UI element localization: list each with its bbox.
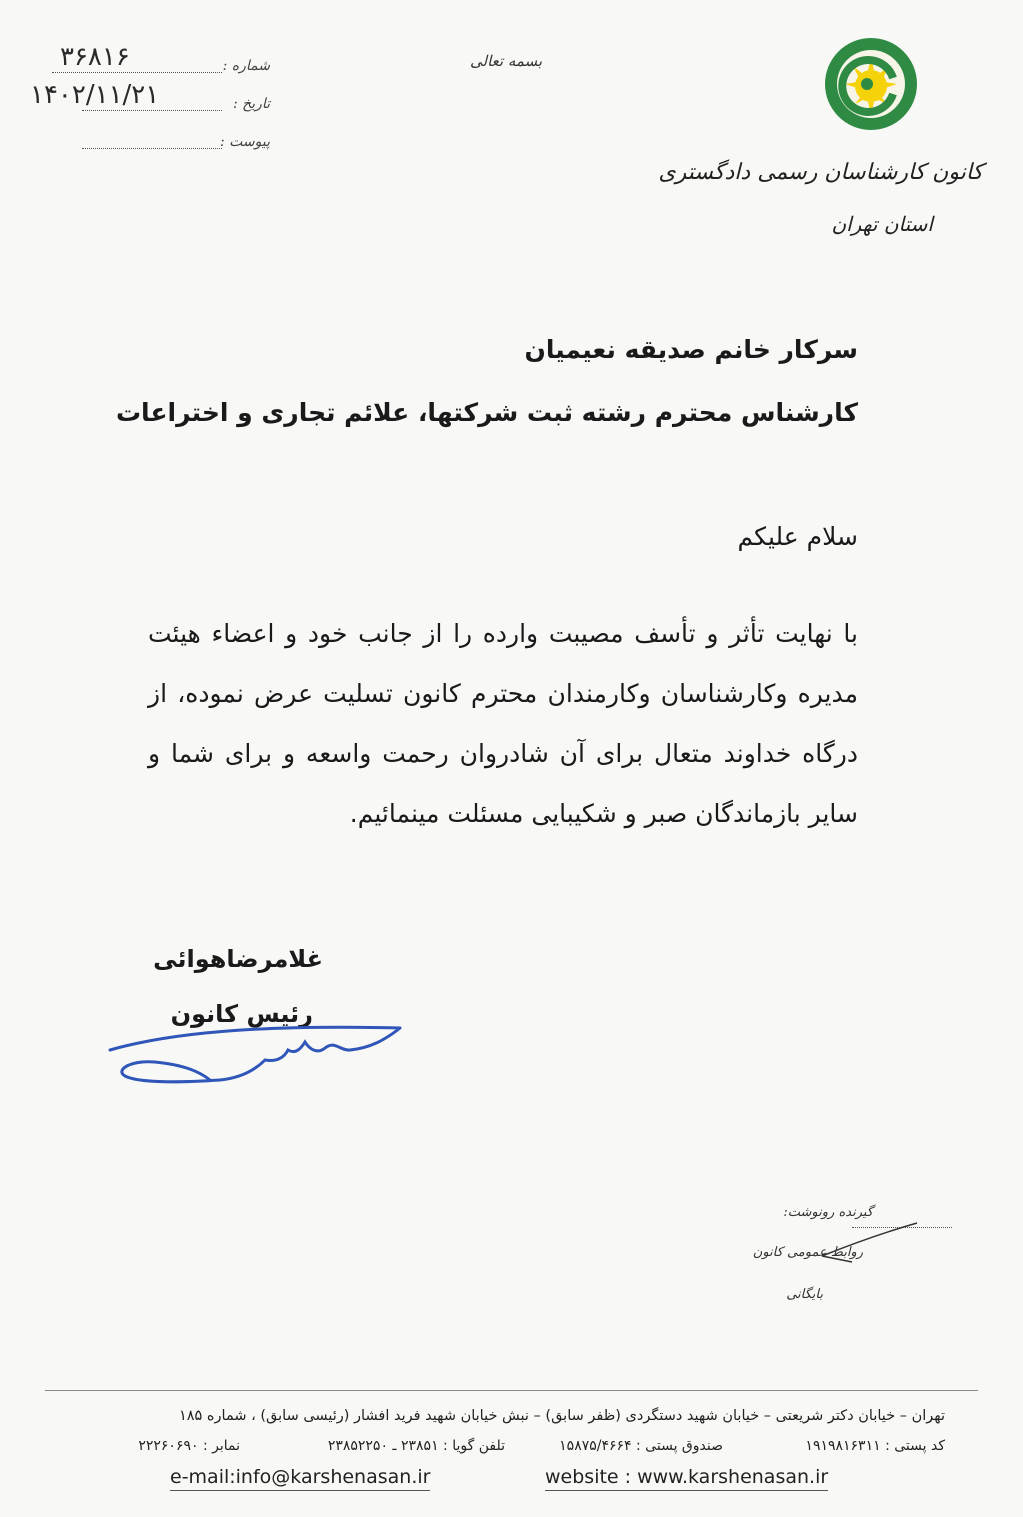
letter-meta xyxy=(30,40,270,154)
footer-postal-code: کد پستی : ۱۹۱۹۸۱۶۳۱۱ xyxy=(805,1438,945,1454)
footer-phone: تلفن گویا : ۲۳۸۵۱ ـ ۲۳۸۵۲۲۵۰ xyxy=(327,1438,505,1454)
footer-contact-row xyxy=(75,1438,945,1458)
letter-date-row xyxy=(30,78,270,116)
footer-website-link[interactable]: website : www.karshenasan.ir xyxy=(545,1466,828,1491)
footer-email-link[interactable]: e-mail:info@karshenasan.ir xyxy=(170,1466,430,1491)
letter-date: ۱۴۰۲/۱۱/۲۱ xyxy=(30,80,160,110)
cc-item: روابط عمومی کانون xyxy=(752,1245,863,1260)
signatory-name: غلامرضاهوائی xyxy=(153,945,323,973)
bismillah-heading: بسمه تعالی xyxy=(470,52,543,70)
recipient-title: کارشناس محترم رشته ثبت شرکتها، علائم تجاری و اختراعات xyxy=(115,398,858,427)
footer-po-box: صندوق پستی : ۱۵۸۷۵/۴۶۶۴ xyxy=(559,1438,723,1454)
letter-body: با نهایت تأثر و تأسف مصیبت وارده را از جانب خود و اعضاء هیئت مدیره وکارشناسان وکارمندان محترم کانون تسلیت عرض نموده، از درگاه خداوند متعال برای آن شادروان رحمت واسعه و برای شما و سایر بازماندگان صبر و شکیبایی مسئلت مینمائیم. xyxy=(148,619,858,828)
letter-number-label: شماره : xyxy=(222,58,270,74)
date-dotted-line xyxy=(82,110,222,111)
letter-attachment-row xyxy=(40,116,270,154)
letter-date-label: تاریخ : xyxy=(232,96,270,112)
footer-fax: نمابر : ۲۲۲۶۰۶۹۰ xyxy=(138,1438,240,1454)
organization-province: استان تهران xyxy=(831,212,933,236)
number-dotted-line xyxy=(52,72,222,73)
handwritten-signature xyxy=(100,1010,420,1095)
organization-name: کانون کارشناسان رسمی دادگستری xyxy=(658,160,983,185)
sun-gear-emblem-icon xyxy=(823,36,919,132)
recipient-name: سرکار خانم صدیقه نعیمیان xyxy=(524,335,858,364)
letter-attachment-label: پیوست : xyxy=(220,134,270,150)
cc-item: بایگانی xyxy=(786,1287,823,1302)
letter-number: ۳۶۸۱۶ xyxy=(60,42,130,72)
greeting: سلام علیکم xyxy=(737,522,858,551)
footer-address: تهران – خیابان دکتر شریعتی – خیابان شهید دستگردی (ظفر سابق) – نبش خیابان شهید فرید افشار (رئیسی سابق) ، شماره ۱۸۵ xyxy=(178,1408,945,1424)
cc-label: گیرنده رونوشت: xyxy=(783,1205,873,1220)
letter-number-row xyxy=(40,40,270,78)
checkmark-icon xyxy=(812,1218,922,1268)
attachment-dotted-line xyxy=(82,148,222,149)
footer-divider xyxy=(45,1390,978,1391)
signatory-title: رئیس کانون xyxy=(170,1000,313,1028)
